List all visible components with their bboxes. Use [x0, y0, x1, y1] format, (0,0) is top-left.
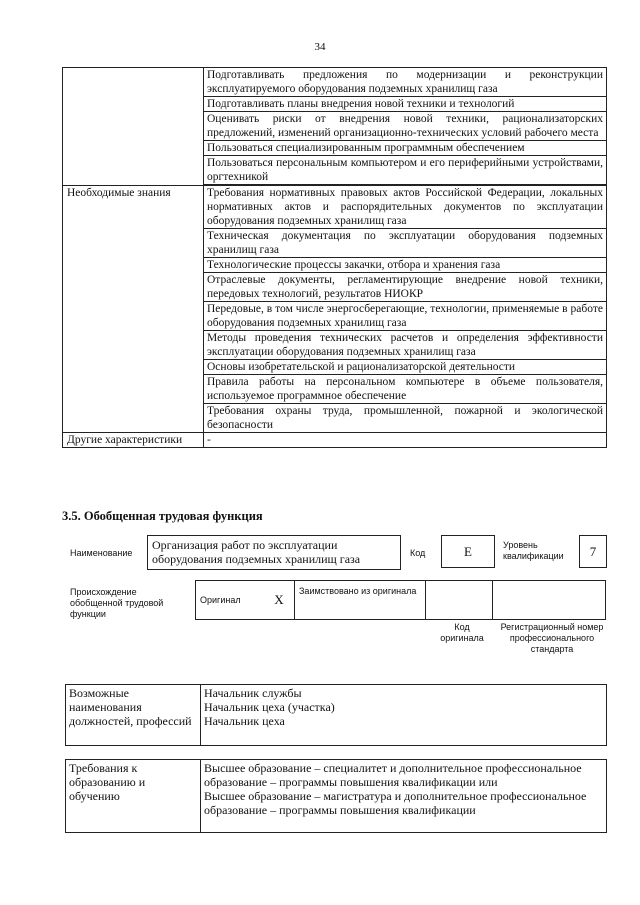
skill-item: Пользоваться персональным компьютером и его периферийными устройствами, оргтехникой: [204, 156, 607, 186]
code-value: E: [464, 544, 472, 559]
education-table: [65, 759, 607, 833]
knowledge-item: Отраслевые документы, регламентирующие внедрение новой техники, передовых технологий, результатов НИОКР: [204, 273, 607, 302]
code-original-cell: [426, 581, 493, 620]
reg-number-cell: [493, 581, 606, 620]
knowledge-item: Методы проведения технических расчетов и определения эффективности эксплуатации оборудования подземных хранилищ газа: [204, 331, 607, 360]
knowledge-item: Технологические процессы закачки, отбора и хранения газа: [204, 258, 607, 273]
section-title: 3.5. Обобщенная трудовая функция: [62, 509, 263, 523]
skills-knowledge-table: [62, 67, 607, 448]
reg-number-label: Регистрационный номер профессионального стандарта: [500, 622, 604, 654]
original-label: Оригинал: [196, 581, 265, 620]
other-characteristics-value: -: [204, 433, 607, 448]
position-item: Начальник службы: [204, 686, 302, 700]
code-original-label: Код оригинала: [440, 622, 484, 643]
education-list: [201, 760, 607, 833]
position-item: Начальник цеха (участка): [204, 700, 335, 714]
level-box: [579, 535, 607, 568]
skill-item: Подготавливать планы внедрения новой техники и технологий: [204, 97, 607, 112]
skill-item: Оценивать риски от внедрения новой техники, рационализаторских предложений, изменений организационно-технических условий рабочего места: [204, 112, 607, 141]
function-name-box: [147, 535, 401, 570]
code-box: [441, 535, 495, 568]
position-item: Начальник цеха: [204, 714, 285, 728]
education-label: Требования к образованию и обучению: [66, 760, 201, 833]
skill-item: Подготавливать предложения по модернизации и реконструкции эксплуатируемого оборудования подземных хранилищ газа: [204, 68, 607, 97]
positions-list: [201, 685, 607, 746]
borrowed-label: Заимствовано из оригинала: [295, 581, 426, 620]
level-label: Уровень квалификации: [503, 540, 564, 561]
code-label: Код: [410, 548, 426, 558]
origin-table: [195, 580, 606, 620]
knowledge-label: Необходимые знания: [63, 185, 204, 433]
name-label: Наименование: [70, 548, 133, 558]
knowledge-item: Основы изобретательской и рационализаторской деятельности: [204, 360, 607, 375]
knowledge-item: Правила работы на персональном компьютере в объеме пользователя, используемое программное обеспечение: [204, 375, 607, 404]
other-characteristics-label: Другие характеристики: [63, 433, 204, 448]
knowledge-item: Требования охраны труда, промышленной, пожарной и экологической безопасности: [204, 404, 607, 433]
knowledge-item: Передовые, в том числе энергосберегающие, технологии, применяемые в работе оборудования подземных хранилищ газа: [204, 302, 607, 331]
function-name-value: Организация работ по эксплуатации оборудования подземных хранилищ газа: [152, 538, 361, 566]
page-number: 34: [314, 41, 326, 53]
positions-table: [65, 684, 607, 746]
skills-label: [63, 68, 204, 186]
positions-label: Возможные наименования должностей, профессий: [66, 685, 201, 746]
knowledge-item: Техническая документация по эксплуатации оборудования подземных хранилищ газа: [204, 229, 607, 258]
original-mark: X: [264, 581, 295, 620]
education-item: Высшее образование – магистратура и дополнительное профессиональное образование – программы повышения квалификации: [204, 789, 587, 817]
origin-label: Происхождение обобщенной трудовой функции: [70, 587, 164, 619]
education-item: Высшее образование – специалитет и дополнительное профессиональное образование – программы повышения квалификации или: [204, 761, 582, 789]
skill-item: Пользоваться специализированным программным обеспечением: [204, 141, 607, 156]
level-value: 7: [589, 544, 597, 559]
knowledge-item: Требования нормативных правовых актов Российской Федерации, локальных нормативных актов и распорядительных документов по эксплуатации оборудования подземных хранилищ газа: [204, 185, 607, 229]
